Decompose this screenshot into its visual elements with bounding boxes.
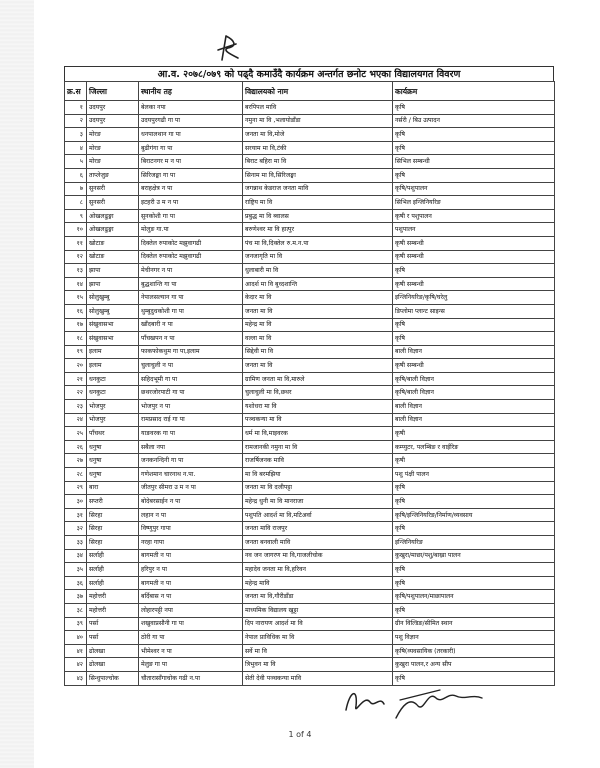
cell-local-level: सबैला नपा	[139, 440, 243, 454]
cell-serial: २१	[65, 372, 87, 386]
cell-serial: ११	[65, 236, 87, 250]
cell-local-level: जीतपुर सीमरा उ म न पा	[139, 481, 243, 495]
table-row	[65, 386, 555, 400]
document-title: आ.व. २०७८/०७९ को पढ्दै कमाउँदै कार्यक्रम अन्तर्गत छनोट भएका विद्यालयगत विवरण	[64, 66, 554, 81]
cell-school-name: प्रबुद्ध मा वि ब्वालस	[243, 209, 393, 223]
cell-local-level: याङवरक गा पा	[139, 427, 243, 441]
cell-school-name: बरुणेश्वर मा वि हात्पुर	[243, 223, 393, 237]
cell-serial: ३७	[65, 590, 87, 604]
cell-program: कृषि	[393, 128, 555, 142]
cell-school-name: आदर्श मा वि बुध्दशान्ति	[243, 277, 393, 291]
cell-school-name: जनता मा वि दजीपट्टा	[243, 481, 393, 495]
cell-district: संखुवासभा	[87, 332, 139, 346]
table-row	[65, 468, 555, 482]
cell-local-level: शखुवाप्रसौनी गा पा	[139, 617, 243, 631]
cell-school-name: जनता बनवाली मावि	[243, 536, 393, 550]
table-row	[65, 277, 555, 291]
cell-serial: २६	[65, 440, 87, 454]
table-row	[65, 359, 555, 373]
cell-serial: २७	[65, 454, 87, 468]
table-row	[65, 440, 555, 454]
table-row	[65, 481, 555, 495]
cell-local-level: मेचीनगर न पा	[139, 264, 243, 278]
cell-local-level: इटहरी उ म न पा	[139, 196, 243, 210]
table-row	[65, 658, 555, 672]
cell-district: धनकुटा	[87, 386, 139, 400]
cell-program: कृषि	[393, 264, 555, 278]
cell-serial: १५	[65, 291, 87, 305]
cell-program: कुखुरा/माछा/पशु/बाख्रा पालन	[393, 549, 555, 563]
cell-district: सिन्धुपाल्चोक	[87, 671, 139, 685]
header-serial: क्र.स	[65, 82, 87, 101]
table-row	[65, 168, 555, 182]
cell-school-name: रामजानकी नमुना मा वि	[243, 440, 393, 454]
cell-serial: ८	[65, 196, 87, 210]
cell-local-level: थुम्बुदुधकोशी गा पा	[139, 304, 243, 318]
cell-program: सिभिल इन्जिनियरिङ	[393, 196, 555, 210]
cell-school-name: सेती देवी पञ्चकन्या मावि	[243, 671, 393, 685]
cell-school-name: धुलाबारी मा वि	[243, 264, 393, 278]
cell-program: सिभिल सम्बन्धी	[393, 155, 555, 169]
header-district: जिल्ला	[87, 82, 139, 101]
cell-district: भोजपुर	[87, 400, 139, 414]
cell-school-name: जनता मा वि,गौरीडाँडा	[243, 590, 393, 604]
cell-serial: ४३	[65, 671, 87, 685]
cell-district: ताप्लेजुङ	[87, 168, 139, 182]
cell-school-name: जनता मा वि	[243, 359, 393, 373]
cell-school-name: केदार मा वि	[243, 291, 393, 305]
cell-district: उदयपुर	[87, 114, 139, 128]
cell-local-level: लहान न पा	[139, 508, 243, 522]
cell-district: पर्सा	[87, 631, 139, 645]
cell-serial: ४	[65, 141, 87, 155]
cell-district: सिरहा	[87, 536, 139, 550]
table-row	[65, 413, 555, 427]
cell-district: उदयपुर	[87, 101, 139, 115]
cell-local-level: सहिदभूमी गा पा	[139, 372, 243, 386]
table-row	[65, 576, 555, 590]
table-row	[65, 318, 555, 332]
cell-school-name: जनता मा वि,मोजे	[243, 128, 393, 142]
cell-district: सोलुखुम्बु	[87, 304, 139, 318]
cell-school-name: यशोधरा मा वि	[243, 400, 393, 414]
cell-program: कुखुरा पालन,र अन्य सीप	[393, 658, 555, 672]
cell-district: सप्तरी	[87, 495, 139, 509]
table-row	[65, 603, 555, 617]
table-row	[65, 590, 555, 604]
cell-local-level: मोलुङ गा.पा	[139, 223, 243, 237]
cell-program: कृषि(व्यवसायिक (तरकारी)	[393, 644, 555, 658]
cell-district: भोजपुर	[87, 413, 139, 427]
cell-serial: १८	[65, 332, 87, 346]
cell-serial: ३८	[65, 603, 87, 617]
cell-school-name: ग्रामिण जनता मा वि,मारुले	[243, 372, 393, 386]
table-row	[65, 141, 555, 155]
cell-district: इलाम	[87, 359, 139, 373]
cell-school-name: धर्म मा वि,माइवरक	[243, 427, 393, 441]
cell-local-level: बर्दिबास न पा	[139, 590, 243, 604]
cell-serial: ३१	[65, 508, 87, 522]
cell-program: कृषि	[393, 481, 555, 495]
table-row	[65, 536, 555, 550]
table-row	[65, 291, 555, 305]
cell-district: मोरङ	[87, 128, 139, 142]
cell-district: बारा	[87, 481, 139, 495]
cell-serial: ९	[65, 209, 87, 223]
table-row	[65, 400, 555, 414]
cell-local-level: रामप्रसाद राई गा पा	[139, 413, 243, 427]
cell-program: कृषि/बाली विज्ञान	[393, 386, 555, 400]
cell-local-level: बुद्धशान्ति गा पा	[139, 277, 243, 291]
cell-school-name: चुलाचुली मा वि,छथर	[243, 386, 393, 400]
cell-school-name: सरयाम मा वि,टंकी	[243, 141, 393, 155]
cell-serial: ५	[65, 155, 87, 169]
cell-school-name: बिराट बहिरा मा वि	[243, 155, 393, 169]
table-row	[65, 495, 555, 509]
table-row	[65, 101, 555, 115]
cell-district: सर्लाही	[87, 563, 139, 577]
cell-serial: २९	[65, 481, 87, 495]
cell-school-name: महेन्द्र मा वि	[243, 318, 393, 332]
cell-local-level: बागमती न पा	[139, 549, 243, 563]
cell-district: झापा	[87, 277, 139, 291]
cell-local-level: भीमेश्वर न पा	[139, 644, 243, 658]
table-row	[65, 155, 555, 169]
cell-program: डिप्लोमा प्लान्ट साइन्स	[393, 304, 555, 318]
cell-school-name: नेपाल प्राविधिक मा वि	[243, 631, 393, 645]
cell-local-level: बराहक्षेत्र न पा	[139, 182, 243, 196]
cell-program: कृषि	[393, 576, 555, 590]
table-header-row	[65, 82, 555, 101]
cell-serial: २५	[65, 427, 87, 441]
table-row	[65, 264, 555, 278]
cell-district: खोटाङ	[87, 250, 139, 264]
cell-school-name: पंच मा वि,दिक्तेल रु.म.न.पा	[243, 236, 393, 250]
table-row	[65, 332, 555, 346]
cell-local-level: भोजपुर न पा	[139, 400, 243, 414]
table-row	[65, 617, 555, 631]
cell-serial: ४०	[65, 631, 87, 645]
cell-program: कृषी र पशुपालन	[393, 209, 555, 223]
table-row	[65, 508, 555, 522]
cell-serial: ३२	[65, 522, 87, 536]
cell-local-level: बिराटनगर म न पा	[139, 155, 243, 169]
cell-district: ढोलखा	[87, 644, 139, 658]
handwritten-mark	[208, 30, 248, 64]
cell-school-name: जनजागृति मा वि	[243, 250, 393, 264]
cell-local-level: बागमती न पा	[139, 576, 243, 590]
cell-district: धनुषा	[87, 468, 139, 482]
cell-district: सोलुखुम्बु	[87, 291, 139, 305]
cell-local-level: पाँचखपन न पा	[139, 332, 243, 346]
cell-district: धनुषा	[87, 454, 139, 468]
cell-school-name: महेन्द्र धुनी मा वि मानराजा	[243, 495, 393, 509]
cell-district: धनुषा	[87, 440, 139, 454]
cell-program: कृषि	[393, 101, 555, 115]
table-row	[65, 236, 555, 250]
cell-program: कृषी सम्बन्धी	[393, 250, 555, 264]
cell-local-level: बेलका नपा	[139, 101, 243, 115]
cell-program: कृषि	[393, 563, 555, 577]
cell-local-level: दिक्तेल रुपाकोट मझुवागढी	[139, 250, 243, 264]
table-row	[65, 114, 555, 128]
cell-local-level: गणेशमान चारनाथ न.पा.	[139, 468, 243, 482]
cell-district: इलाम	[87, 345, 139, 359]
cell-program: इन्जिनियरिङ/कृषि/घरेलु	[393, 291, 555, 305]
cell-local-level: बोदेबरसाईन न पा	[139, 495, 243, 509]
cell-program: बाली विज्ञान	[393, 345, 555, 359]
table-row	[65, 128, 555, 142]
cell-district: सर्लाही	[87, 576, 139, 590]
cell-program: पशुपालन	[393, 223, 555, 237]
cell-district: संखुवासभा	[87, 318, 139, 332]
cell-serial: ७	[65, 182, 87, 196]
cell-program: कृषि	[393, 168, 555, 182]
cell-serial: ३६	[65, 576, 87, 590]
table-row	[65, 250, 555, 264]
cell-serial: २	[65, 114, 87, 128]
cell-local-level: नेपालसल्यान गा पा	[139, 291, 243, 305]
cell-program: कृषी सम्बन्धी	[393, 277, 555, 291]
cell-district: सुनसरी	[87, 182, 139, 196]
cell-serial: १७	[65, 318, 87, 332]
cell-serial: २४	[65, 413, 87, 427]
signature	[340, 676, 490, 726]
cell-district: मोरङ	[87, 141, 139, 155]
cell-local-level: विष्णुपुर गापा	[139, 522, 243, 536]
cell-local-level: जनकनन्दिनी गा पा	[139, 454, 243, 468]
table-row	[65, 522, 555, 536]
cell-school-name: महेन्द्र मावि	[243, 576, 393, 590]
cell-serial: १६	[65, 304, 87, 318]
school-table	[64, 81, 555, 686]
cell-serial: १९	[65, 345, 87, 359]
cell-program: कृषि/इन्जिनियरिङ/निर्माण/व्यवसाय	[393, 508, 555, 522]
cell-school-name: बरपिपल मावि	[243, 101, 393, 115]
cell-school-name: जनता मा वि	[243, 304, 393, 318]
header-program: कार्यक्रम	[393, 82, 555, 101]
cell-program: ग्रीन विल्डिङ/सीमित स्थान	[393, 617, 555, 631]
cell-program: कृषि/बाली विज्ञान	[393, 372, 555, 386]
cell-school-name: राजर्षिजनक मावि	[243, 454, 393, 468]
cell-district: सर्लाही	[87, 549, 139, 563]
cell-district: खोटाङ	[87, 236, 139, 250]
table-row	[65, 372, 555, 386]
table-row	[65, 345, 555, 359]
cell-district: पाँचथर	[87, 427, 139, 441]
cell-district: धनकुटा	[87, 372, 139, 386]
table-row	[65, 644, 555, 658]
cell-local-level: नरहा गापा	[139, 536, 243, 550]
cell-serial: १०	[65, 223, 87, 237]
cell-local-level: खाँदबारी न पा	[139, 318, 243, 332]
cell-local-level: दिक्तेल रुपाकोट मझुवागढी	[139, 236, 243, 250]
cell-district: पर्सा	[87, 617, 139, 631]
cell-local-level: मेलुङ गा पा	[139, 658, 243, 672]
cell-school-name: सर्वे मा वि	[243, 644, 393, 658]
cell-district: ओखलढुङ्गा	[87, 223, 139, 237]
cell-school-name: नमुना मा वि ,भलायोडाँडा	[243, 114, 393, 128]
cell-school-name: महादेव जनता मा वि,हरिवन	[243, 563, 393, 577]
cell-local-level: छथरजोरपाटी गा पा	[139, 386, 243, 400]
cell-program: कृषी	[393, 454, 555, 468]
page-number: 1 of 4	[288, 730, 312, 739]
cell-serial: १३	[65, 264, 87, 278]
cell-local-level: उदयपुरगढी गा पा	[139, 114, 243, 128]
cell-school-name: सिद्देवी मा वि	[243, 345, 393, 359]
cell-local-level: सिरिजङ्घा गा पा	[139, 168, 243, 182]
table-row	[65, 304, 555, 318]
header-local-level: स्थानीय तह	[139, 82, 243, 101]
cell-serial: १४	[65, 277, 87, 291]
cell-program: नर्सरी / बिउ उत्पादन	[393, 114, 555, 128]
cell-serial: ३४	[65, 549, 87, 563]
table-row	[65, 631, 555, 645]
cell-district: ओखलढुङ्गा	[87, 209, 139, 223]
cell-local-level: लोहारपट्टी नपा	[139, 603, 243, 617]
cell-school-name: जगन्नाथ केडराज जनता मावि	[243, 182, 393, 196]
cell-district: सिरहा	[87, 522, 139, 536]
cell-program: कृषि	[393, 522, 555, 536]
cell-district: सिरहा	[87, 508, 139, 522]
cell-serial: ३५	[65, 563, 87, 577]
cell-school-name: दिप नारायण आदर्श मा वि	[243, 617, 393, 631]
cell-serial: ४२	[65, 658, 87, 672]
cell-school-name: पञ्चकन्या मा वि	[243, 413, 393, 427]
cell-serial: १२	[65, 250, 87, 264]
cell-program: कृषी सम्बन्धी	[393, 359, 555, 373]
cell-serial: २३	[65, 400, 87, 414]
cell-local-level: ठोरी गा पा	[139, 631, 243, 645]
table-row	[65, 196, 555, 210]
cell-serial: ३३	[65, 536, 87, 550]
table-row	[65, 209, 555, 223]
table-row	[65, 223, 555, 237]
cell-program: कृषी सम्बन्धी	[393, 236, 555, 250]
cell-program: कृषि	[393, 671, 555, 685]
cell-program: कृषि/पशुपालन/माछापालन	[393, 590, 555, 604]
cell-serial: २२	[65, 386, 87, 400]
table-row	[65, 454, 555, 468]
cell-program: कृषि	[393, 332, 555, 346]
table-row	[65, 182, 555, 196]
cell-program: इन्जिनियरिङ	[393, 536, 555, 550]
cell-local-level: चौतारासाँगाचोक गढी न.पा	[139, 671, 243, 685]
cell-district: झापा	[87, 264, 139, 278]
header-school-name: विद्यालयको नाम	[243, 82, 393, 101]
cell-local-level: हरिपुर न पा	[139, 563, 243, 577]
cell-local-level: बुढीगंगा गा पा	[139, 141, 243, 155]
cell-district: ढोलखा	[87, 658, 139, 672]
cell-program: कृषि	[393, 141, 555, 155]
cell-serial: २८	[65, 468, 87, 482]
scan-edge	[0, 0, 34, 768]
cell-program: कृषी	[393, 427, 555, 441]
table-body	[65, 101, 555, 686]
cell-school-name: वल्ला मा वि	[243, 332, 393, 346]
cell-school-name: माध्यमिक विद्यालय खुट्टा	[243, 603, 393, 617]
cell-local-level: फाकफोकथुम गा पा,इलाम	[139, 345, 243, 359]
cell-district: महोत्तरी	[87, 590, 139, 604]
cell-local-level: सुनकोशी गा पा	[139, 209, 243, 223]
cell-school-name: त्रिभुवन मा वि	[243, 658, 393, 672]
cell-serial: ४१	[65, 644, 87, 658]
cell-program: बाली विज्ञान	[393, 400, 555, 414]
table-row	[65, 427, 555, 441]
cell-serial: १	[65, 101, 87, 115]
cell-district: महोत्तरी	[87, 603, 139, 617]
cell-serial: ६	[65, 168, 87, 182]
cell-serial: ३०	[65, 495, 87, 509]
cell-program: कृषि	[393, 495, 555, 509]
cell-school-name: सिनाम मा वि,सिरिजङ्घा	[243, 168, 393, 182]
cell-school-name: पशुपति आदर्श मा वि,मटिअर्वा	[243, 508, 393, 522]
table-row	[65, 563, 555, 577]
cell-serial: ३९	[65, 617, 87, 631]
cell-school-name: नव जन जागरण मा वि,गाजलीचोक	[243, 549, 393, 563]
cell-program: बाली विज्ञान	[393, 413, 555, 427]
cell-local-level: चुलाचुली न पा	[139, 359, 243, 373]
cell-serial: ३	[65, 128, 87, 142]
cell-local-level: धनपालथान गा पा	[139, 128, 243, 142]
cell-school-name: मा वि बरमझिया	[243, 468, 393, 482]
cell-program: पशु विज्ञान	[393, 631, 555, 645]
table-row	[65, 549, 555, 563]
cell-serial: २०	[65, 359, 87, 373]
cell-program: कृषि	[393, 603, 555, 617]
cell-program: कृषि/पशुपालन	[393, 182, 555, 196]
cell-district: सुनसरी	[87, 196, 139, 210]
cell-program: पशु पंक्षी पालन	[393, 468, 555, 482]
cell-program: कृषि	[393, 318, 555, 332]
cell-district: मोरङ	[87, 155, 139, 169]
cell-program: कम्प्युटर, पलम्बिङ र वाईरिङ	[393, 440, 555, 454]
cell-school-name: जनता मावि राजपुर	[243, 522, 393, 536]
cell-school-name: राष्ट्रिय मा वि	[243, 196, 393, 210]
